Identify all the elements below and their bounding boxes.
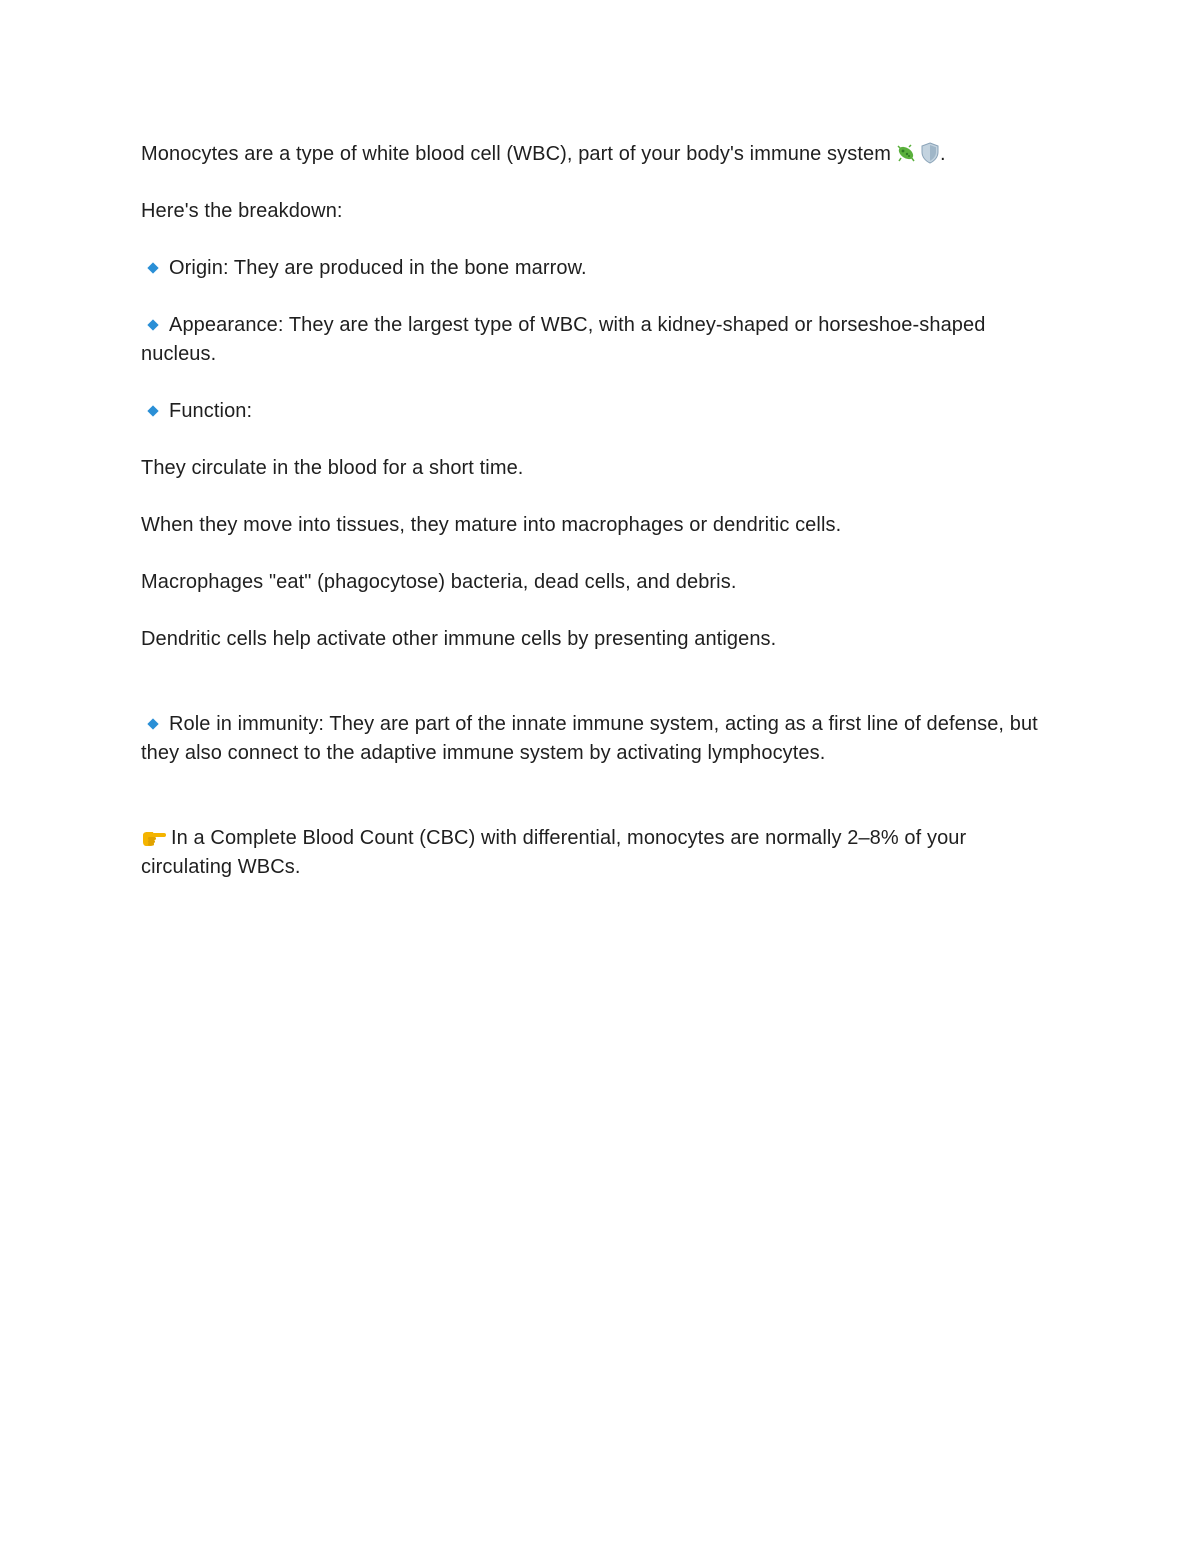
function-item bbox=[141, 397, 1061, 426]
intro-end: . bbox=[940, 143, 946, 165]
function-point: When they move into tissues, they mature into macrophages or dendritic cells. bbox=[141, 514, 842, 536]
breakdown-heading: Here's the breakdown: bbox=[141, 200, 343, 222]
cbc-note bbox=[141, 824, 1061, 882]
intro-paragraph bbox=[141, 140, 1061, 169]
intro-text: Monocytes are a type of white blood cell (WBC), part of your body's immune system bbox=[141, 143, 891, 165]
microbe-icon bbox=[895, 143, 917, 163]
function-point: Dendritic cells help activate other immune cells by presenting antigens. bbox=[141, 628, 777, 650]
role-item bbox=[141, 710, 1061, 768]
role-text: Role in immunity: They are part of the innate immune system, acting as a first line of defense, but they also connect to the adaptive immune system by activating lymphocytes. bbox=[141, 713, 1038, 764]
appearance-item bbox=[141, 311, 1061, 369]
function-point: They circulate in the blood for a short time. bbox=[141, 457, 524, 479]
pointing-hand-icon bbox=[141, 827, 167, 847]
cbc-text: In a Complete Blood Count (CBC) with differential, monocytes are normally 2–8% of your circulating WBCs. bbox=[141, 827, 967, 878]
appearance-text: Appearance: They are the largest type of WBC, with a kidney-shaped or horseshoe-shaped nucleus. bbox=[141, 314, 986, 365]
document-body bbox=[141, 140, 1061, 882]
bullet-diamond-icon bbox=[147, 405, 158, 416]
function-point: Macrophages "eat" (phagocytose) bacteria, dead cells, and debris. bbox=[141, 571, 737, 593]
bullet-diamond-icon bbox=[147, 262, 158, 273]
bullet-diamond-icon bbox=[147, 319, 158, 330]
origin-item bbox=[141, 254, 1061, 283]
origin-text: Origin: They are produced in the bone marrow. bbox=[169, 257, 587, 279]
shield-icon bbox=[920, 142, 940, 164]
bullet-diamond-icon bbox=[147, 718, 158, 729]
function-heading: Function: bbox=[169, 400, 253, 422]
